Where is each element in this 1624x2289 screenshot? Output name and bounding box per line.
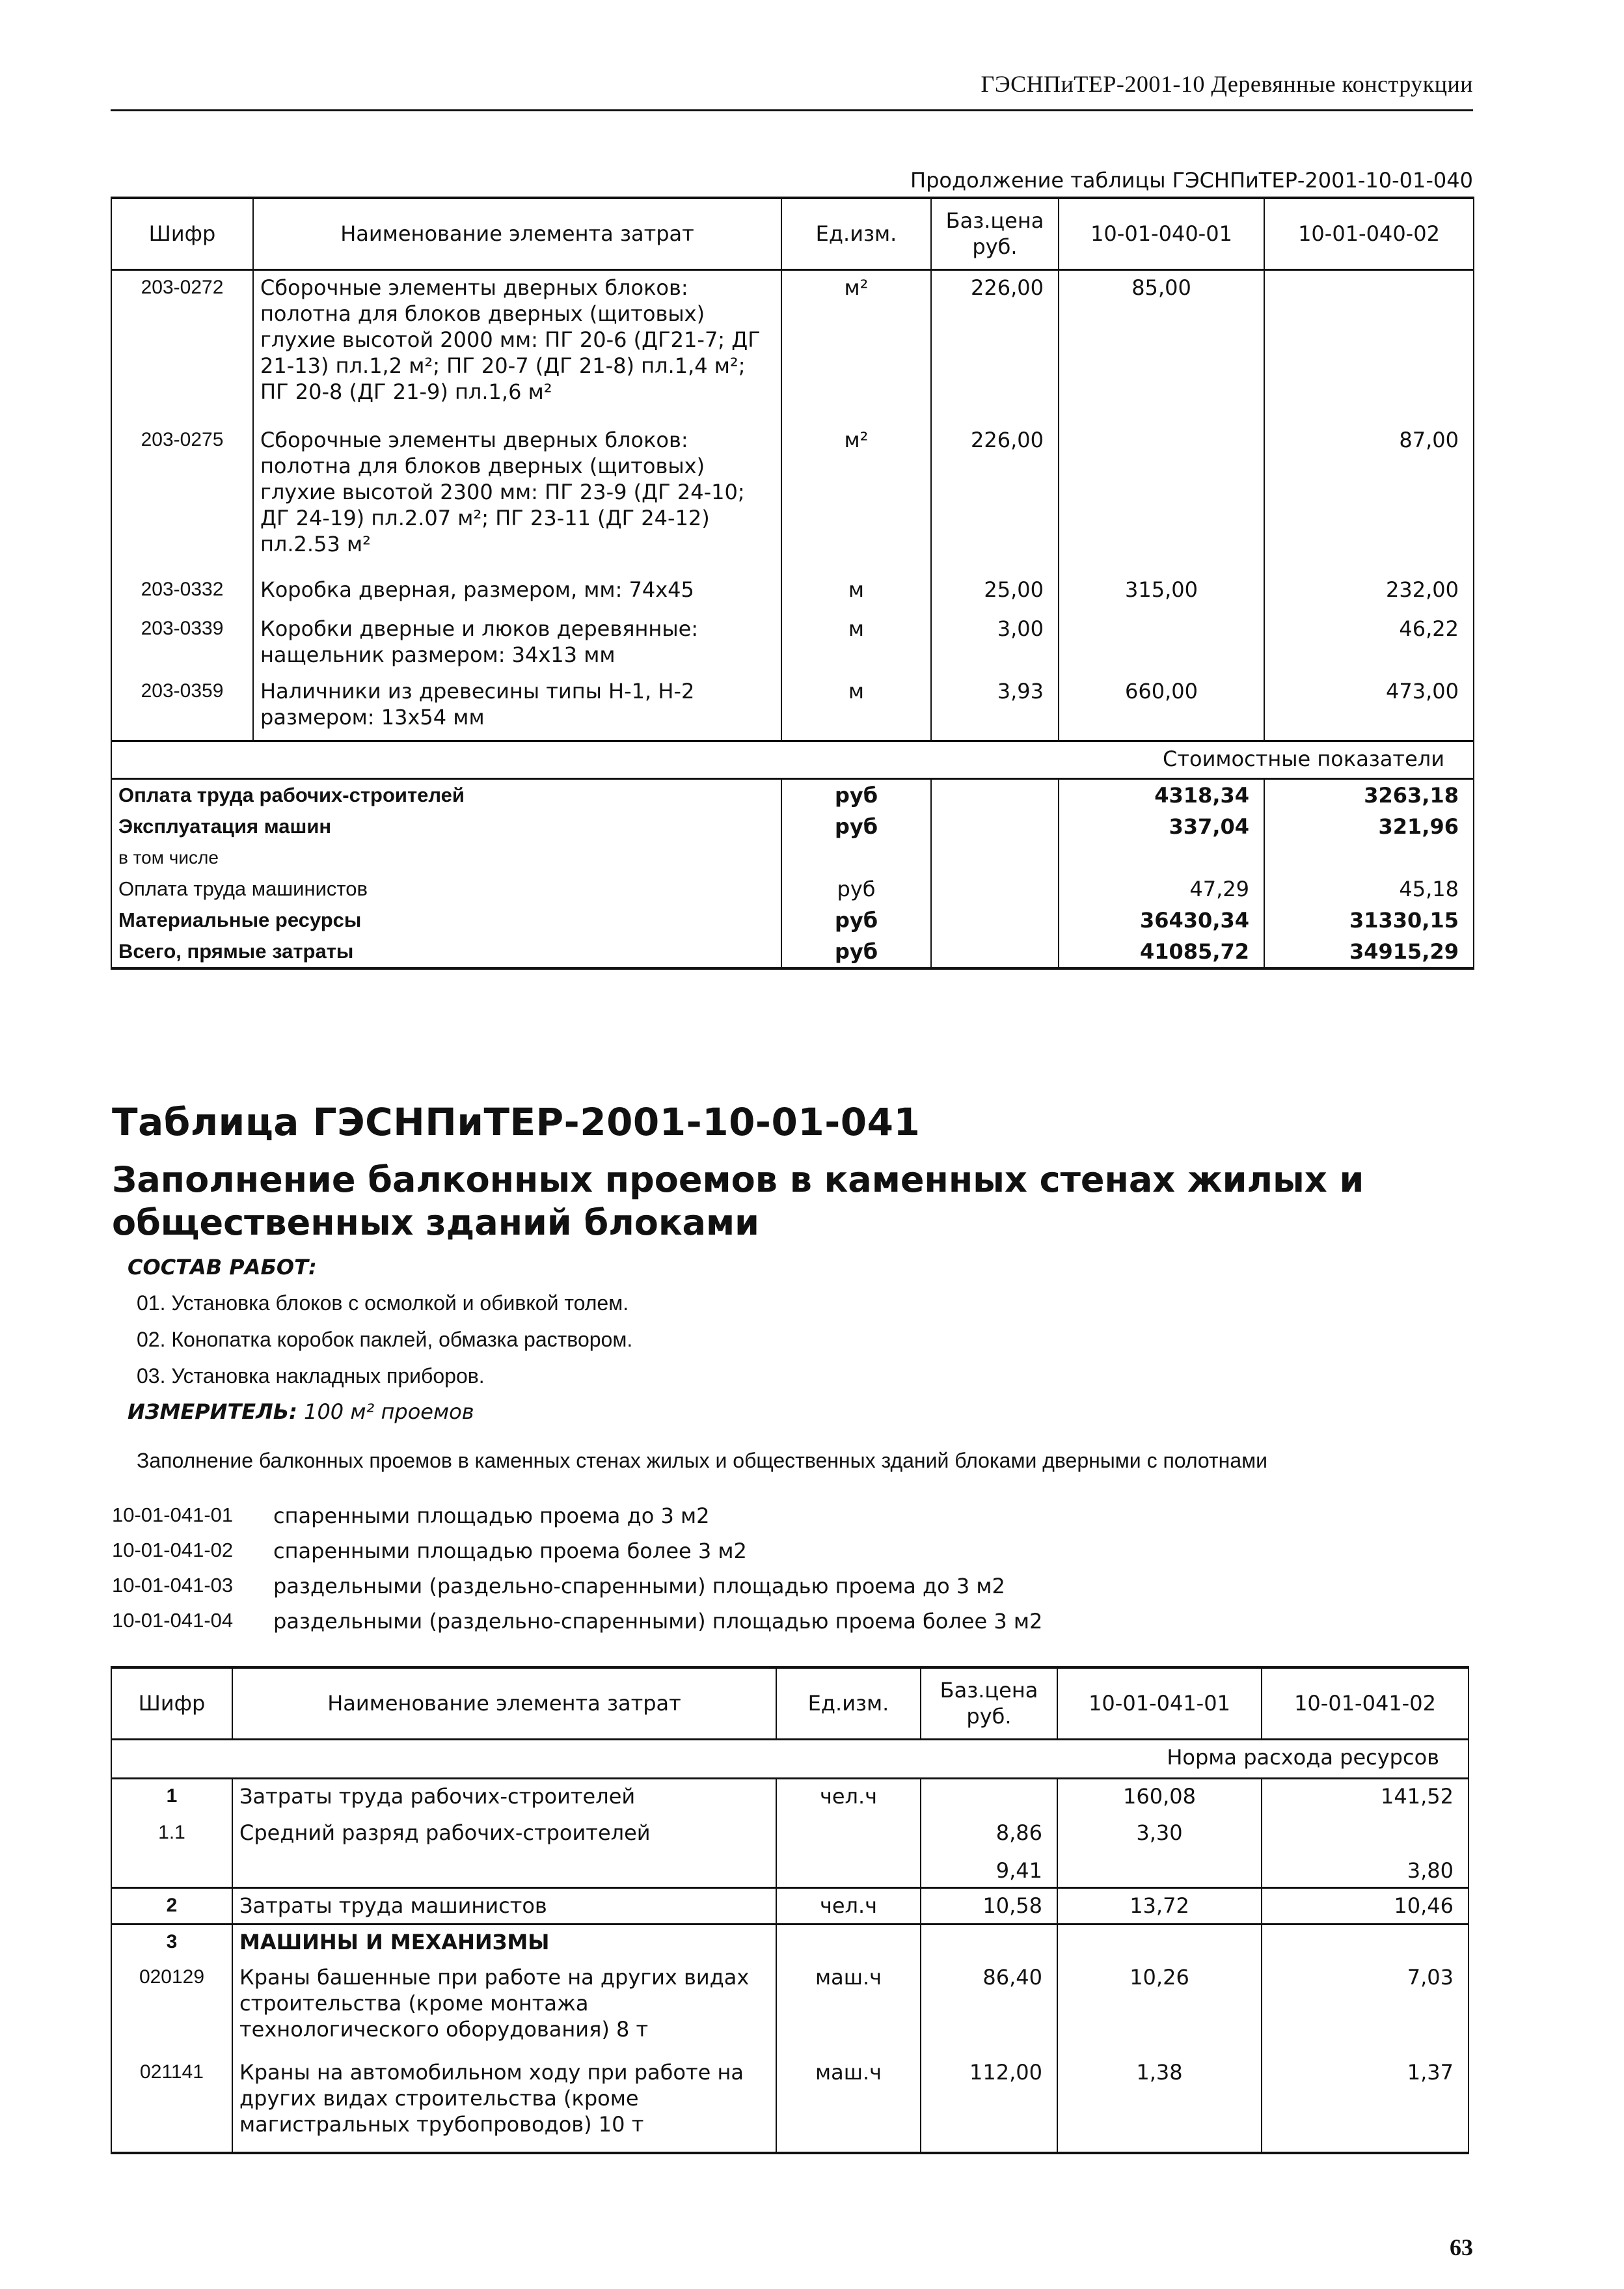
col-header-variant-2: 10-01-041-02 xyxy=(1262,1667,1468,1739)
row-code: 203-0359 xyxy=(111,674,253,741)
variant-text: спаренными площадью проема до 3 м2 xyxy=(273,1503,710,1528)
table-subtitle: Заполнение балконных проемов в каменных стенах жилых и общественных зданий блоками xyxy=(112,1159,1364,1243)
row-name: Средний разряд рабочих-строителей xyxy=(232,1816,776,1854)
row-value-1: 1,38 xyxy=(1057,2055,1262,2153)
row-code: 203-0275 xyxy=(111,423,253,573)
row-name: Затраты труда машинистов xyxy=(232,1887,776,1924)
summary-label: Оплата труда рабочих-строителей xyxy=(111,778,781,811)
row-code xyxy=(111,1854,232,1887)
resource-table-040 xyxy=(111,197,1474,970)
row-value-1 xyxy=(1057,1854,1262,1887)
work-item: 02. Конопатка коробок паклей, обмазка раствором. xyxy=(137,1328,633,1351)
row-price: 10,58 xyxy=(921,1887,1057,1924)
table-row xyxy=(111,1854,1468,1887)
running-header: ГЭСНПиТЕР-2001-10 Деревянные конструкции xyxy=(111,65,1473,111)
summary-row xyxy=(111,811,1474,842)
row-price: 3,93 xyxy=(931,674,1059,741)
row-code: 021141 xyxy=(111,2055,232,2153)
summary-row xyxy=(111,873,1474,905)
col-header-unit: Ед.изм. xyxy=(781,198,931,269)
table-row xyxy=(111,1816,1468,1854)
table-row xyxy=(111,573,1474,612)
summary-value-1 xyxy=(1059,842,1264,873)
row-value-1 xyxy=(1057,1924,1262,1960)
row-value-2: 87,00 xyxy=(1264,423,1474,573)
col-header-name: Наименование элемента затрат xyxy=(253,198,781,269)
summary-value-2: 3263,18 xyxy=(1264,778,1474,811)
summary-value-1: 36430,34 xyxy=(1059,905,1264,936)
row-price xyxy=(921,1924,1057,1960)
row-name: Коробка дверная, размером, мм: 74х45 xyxy=(253,573,781,612)
row-name: Сборочные элементы дверных блоков: полотна для блоков дверных (щитовых) глухие высотой 2000 мм: ПГ 20-6 (ДГ21-7; ДГ 21-13) пл.1,2 м²; ПГ 20-7 (ДГ 21-8) пл.1,4 м²; ПГ 20-8 (ДГ 21-9) пл.1,6 м² xyxy=(253,269,781,423)
row-unit: чел.ч xyxy=(776,1887,921,1924)
table-row xyxy=(111,612,1474,674)
row-value-2 xyxy=(1264,269,1474,423)
row-value-2: 1,37 xyxy=(1262,2055,1468,2153)
table-row xyxy=(111,1924,1468,1960)
row-unit: маш.ч xyxy=(776,2055,921,2153)
continuation-caption: Продолжение таблицы ГЭСНПиТЕР-2001-10-01-040 xyxy=(910,168,1473,193)
table-row xyxy=(111,1887,1468,1924)
row-code: 020129 xyxy=(111,1960,232,2055)
row-value-2 xyxy=(1262,1816,1468,1854)
row-name: Коробки дверные и люков деревянные: нащельник размером: 34х13 мм xyxy=(253,612,781,674)
summary-label: Всего, прямые затраты xyxy=(111,936,781,968)
col-header-code: Шифр xyxy=(111,198,253,269)
summary-value-1: 337,04 xyxy=(1059,811,1264,842)
table-description: Заполнение балконных проемов в каменных стенах жилых и общественных зданий блоками дверными с полотнами xyxy=(137,1449,1267,1472)
summary-value-2: 34915,29 xyxy=(1264,936,1474,968)
row-name: Затраты труда рабочих-строителей xyxy=(232,1778,776,1816)
row-value-2: 232,00 xyxy=(1264,573,1474,612)
summary-price xyxy=(931,778,1059,811)
section-heading-row xyxy=(111,1739,1468,1778)
row-value-1: 160,08 xyxy=(1057,1778,1262,1816)
row-price: 8,86 xyxy=(921,1816,1057,1854)
col-header-variant-1: 10-01-040-01 xyxy=(1059,198,1264,269)
row-value-2: 7,03 xyxy=(1262,1960,1468,2055)
row-value-2: 10,46 xyxy=(1262,1887,1468,1924)
row-code: 1.1 xyxy=(111,1816,232,1854)
row-value-1 xyxy=(1059,612,1264,674)
row-unit: м xyxy=(781,612,931,674)
summary-row xyxy=(111,842,1474,873)
col-header-code: Шифр xyxy=(111,1667,232,1739)
summary-unit: руб xyxy=(781,905,931,936)
summary-unit: руб xyxy=(781,778,931,811)
table-row xyxy=(111,1778,1468,1816)
summary-row xyxy=(111,905,1474,936)
page-number: 63 xyxy=(1450,2234,1473,2260)
summary-label: Материальные ресурсы xyxy=(111,905,781,936)
row-code: 1 xyxy=(111,1778,232,1816)
row-unit xyxy=(776,1854,921,1887)
row-price: 112,00 xyxy=(921,2055,1057,2153)
row-unit: маш.ч xyxy=(776,1960,921,2055)
summary-price xyxy=(931,842,1059,873)
table-row xyxy=(111,674,1474,741)
summary-value-2 xyxy=(1264,842,1474,873)
summary-unit: руб xyxy=(781,811,931,842)
summary-price xyxy=(931,905,1059,936)
col-header-variant-1: 10-01-041-01 xyxy=(1057,1667,1262,1739)
work-item: 03. Установка накладных приборов. xyxy=(137,1364,485,1388)
summary-unit xyxy=(781,842,931,873)
measure-line xyxy=(128,1399,474,1424)
row-price: 226,00 xyxy=(931,423,1059,573)
row-price: 9,41 xyxy=(921,1854,1057,1887)
summary-value-2: 31330,15 xyxy=(1264,905,1474,936)
row-name: Краны на автомобильном ходу при работе на других видах строительства (кроме магистральных трубопроводов) 10 т xyxy=(232,2055,776,2153)
variant-code: 10-01-041-03 xyxy=(112,1574,234,1597)
summary-row xyxy=(111,936,1474,968)
col-header-name: Наименование элемента затрат xyxy=(232,1667,776,1739)
row-value-1: 85,00 xyxy=(1059,269,1264,423)
row-name: Сборочные элементы дверных блоков: полотна для блоков дверных (щитовых) глухие высотой 2300 мм: ПГ 23-9 (ДГ 24-10; ДГ 24-19) пл.2.07 м²; ПГ 23-11 (ДГ 24-12) пл.2.53 м² xyxy=(253,423,781,573)
row-value-2 xyxy=(1262,1924,1468,1960)
col-header-price: Баз.цена руб. xyxy=(931,198,1059,269)
summary-price xyxy=(931,811,1059,842)
row-price: 86,40 xyxy=(921,1960,1057,2055)
summary-label: в том числе xyxy=(111,842,781,873)
variant-text: раздельными (раздельно-спаренными) площадью проема до 3 м2 xyxy=(273,1574,1005,1598)
row-name: МАШИНЫ И МЕХАНИЗМЫ xyxy=(232,1924,776,1960)
table-row xyxy=(111,2055,1468,2153)
summary-unit: руб xyxy=(781,873,931,905)
variant-code: 10-01-041-04 xyxy=(112,1609,234,1632)
section-heading-row xyxy=(111,741,1474,778)
row-value-1 xyxy=(1059,423,1264,573)
row-value-1: 660,00 xyxy=(1059,674,1264,741)
row-name xyxy=(232,1854,776,1887)
row-value-2: 473,00 xyxy=(1264,674,1474,741)
row-value-1: 315,00 xyxy=(1059,573,1264,612)
section-heading: Стоимостные показатели xyxy=(111,741,1474,778)
row-value-1: 13,72 xyxy=(1057,1887,1262,1924)
row-price: 3,00 xyxy=(931,612,1059,674)
row-name: Наличники из древесины типы Н-1, Н-2 размером: 13х54 мм xyxy=(253,674,781,741)
section-heading: Норма расхода ресурсов xyxy=(111,1739,1468,1778)
table-header-row xyxy=(111,198,1474,269)
row-code: 203-0339 xyxy=(111,612,253,674)
row-unit: м² xyxy=(781,269,931,423)
work-item: 01. Установка блоков с осмолкой и обивкой толем. xyxy=(137,1291,629,1315)
table-row xyxy=(111,423,1474,573)
variant-code: 10-01-041-01 xyxy=(112,1503,234,1526)
row-code: 203-0332 xyxy=(111,573,253,612)
row-value-2: 141,52 xyxy=(1262,1778,1468,1816)
summary-value-2: 321,96 xyxy=(1264,811,1474,842)
table-row xyxy=(111,269,1474,423)
row-unit: м xyxy=(781,573,931,612)
row-value-2: 46,22 xyxy=(1264,612,1474,674)
summary-label: Оплата труда машинистов xyxy=(111,873,781,905)
measure-label: ИЗМЕРИТЕЛЬ: xyxy=(128,1399,297,1424)
variant-text: спаренными площадью проема более 3 м2 xyxy=(273,1539,747,1563)
summary-price xyxy=(931,936,1059,968)
row-code: 203-0272 xyxy=(111,269,253,423)
row-price: 226,00 xyxy=(931,269,1059,423)
row-value-1: 10,26 xyxy=(1057,1960,1262,2055)
row-unit xyxy=(776,1924,921,1960)
row-name: Краны башенные при работе на других видах строительства (кроме монтажа технологического оборудования) 8 т xyxy=(232,1960,776,2055)
summary-value-1: 4318,34 xyxy=(1059,778,1264,811)
row-unit xyxy=(776,1816,921,1854)
summary-value-1: 41085,72 xyxy=(1059,936,1264,968)
summary-price xyxy=(931,873,1059,905)
table-row xyxy=(111,1960,1468,2055)
row-value-2: 3,80 xyxy=(1262,1854,1468,1887)
row-code: 2 xyxy=(111,1887,232,1924)
row-unit: м² xyxy=(781,423,931,573)
row-unit: чел.ч xyxy=(776,1778,921,1816)
measure-value: 100 м² проемов xyxy=(304,1399,474,1424)
resource-table-041 xyxy=(111,1666,1469,2154)
col-header-price: Баз.цена руб. xyxy=(921,1667,1057,1739)
summary-value-2: 45,18 xyxy=(1264,873,1474,905)
variant-text: раздельными (раздельно-спаренными) площадью проема более 3 м2 xyxy=(273,1609,1043,1634)
row-price xyxy=(921,1778,1057,1816)
summary-value-1: 47,29 xyxy=(1059,873,1264,905)
table-header-row xyxy=(111,1667,1468,1739)
summary-label: Эксплуатация машин xyxy=(111,811,781,842)
row-price: 25,00 xyxy=(931,573,1059,612)
summary-row xyxy=(111,778,1474,811)
col-header-unit: Ед.изм. xyxy=(776,1667,921,1739)
summary-unit: руб xyxy=(781,936,931,968)
col-header-variant-2: 10-01-040-02 xyxy=(1264,198,1474,269)
works-heading: СОСТАВ РАБОТ: xyxy=(128,1255,317,1280)
row-code: 3 xyxy=(111,1924,232,1960)
variant-code: 10-01-041-02 xyxy=(112,1539,234,1561)
row-unit: м xyxy=(781,674,931,741)
table-title: Таблица ГЭСНПиТЕР-2001-10-01-041 xyxy=(112,1100,921,1144)
row-value-1: 3,30 xyxy=(1057,1816,1262,1854)
